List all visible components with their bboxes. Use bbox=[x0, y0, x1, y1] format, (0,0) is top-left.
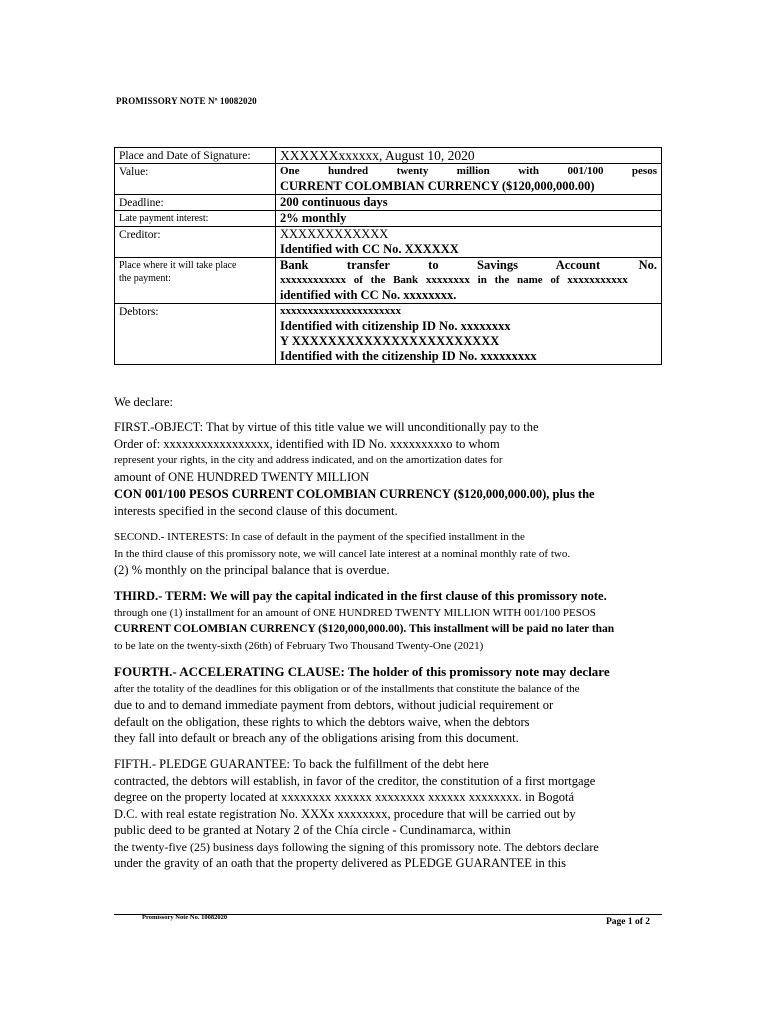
debtors-label: Debtors: bbox=[115, 304, 276, 365]
payment-place-label bbox=[115, 258, 276, 304]
table-row bbox=[115, 258, 662, 304]
clause-line: after the totality of the deadlines for this obligation or of the installments that constitute the balance of the bbox=[114, 682, 580, 695]
table-row bbox=[115, 211, 662, 227]
clause-second bbox=[114, 529, 662, 579]
clause-line: the twenty-five (25) business days following the signing of this promissory note. The debtors declare bbox=[114, 839, 599, 854]
clause-third bbox=[114, 588, 662, 654]
clause-line: to be late on the twenty-sixth (26th) of February Two Thousand Twenty-One (2021) bbox=[114, 639, 484, 652]
table-row bbox=[115, 148, 662, 164]
clause-line: they fall into default or breach any of the obligations arising from this document. bbox=[114, 731, 519, 745]
deadline-label: Deadline: bbox=[115, 195, 276, 211]
clause-line: amount of ONE HUNDRED TWENTY MILLION bbox=[114, 469, 370, 484]
table-row bbox=[115, 164, 662, 195]
clause-fourth bbox=[114, 664, 662, 747]
clause-line: CON 001/100 PESOS CURRENT COLOMBIAN CURRENCY ($120,000,000.00), plus the bbox=[114, 487, 595, 501]
clause-line: under the gravity of an oath that the property delivered as PLEDGE GUARANTEE in this bbox=[114, 856, 566, 870]
debtors-cell bbox=[276, 304, 662, 365]
table-row bbox=[115, 227, 662, 258]
debtor-2-name: Y XXXXXXXXXXXXXXXXXXXXXXX bbox=[280, 334, 500, 348]
clause-line: represent your rights, in the city and address indicated, and on the amortization dates for bbox=[114, 454, 503, 466]
payment-line-1: Bank transfer to Savings Account No. bbox=[280, 258, 657, 272]
debtor-1-name: xxxxxxxxxxxxxxxxxxxxxx bbox=[280, 305, 401, 317]
value-cell bbox=[276, 164, 662, 195]
clause-line: due to and to demand immediate payment from debtors, without judicial requirement or bbox=[114, 698, 554, 712]
payment-line-2: xxxxxxxxxxxx of the Bank xxxxxxxx in the name of xxxxxxxxxxx bbox=[280, 274, 628, 286]
debtor-2-id: Identified with the citizenship ID No. xxxxxxxxx bbox=[280, 349, 537, 363]
payment-line-3: identified with CC No. xxxxxxxx. bbox=[280, 288, 457, 302]
clause-line: D.C. with real estate registration No. XXXx xxxxxxxx, procedure that will be carried out by bbox=[114, 806, 576, 821]
value-label: Value: bbox=[115, 164, 276, 195]
clause-line: FIRST.-OBJECT: That by virtue of this title value we will unconditionally pay to the bbox=[114, 420, 539, 434]
clause-line: default on the obligation, these rights to which the debtors waive, when the debtors bbox=[114, 714, 530, 729]
debtor-1-id: Identified with citizenship ID No. xxxxxxxx bbox=[280, 319, 511, 333]
document-title: PROMISSORY NOTE Nº 10082020 bbox=[116, 96, 257, 106]
clause-line: FIFTH.- PLEDGE GUARANTEE: To back the fulfillment of the debt here bbox=[114, 757, 489, 771]
deadline-value: 200 continuous days bbox=[276, 195, 662, 211]
clause-line: contracted, the debtors will establish, in favor of the creditor, the constitution of a first mortgage bbox=[114, 773, 596, 788]
table-row bbox=[115, 304, 662, 365]
place-date-label: Place and Date of Signature: bbox=[115, 148, 276, 164]
payment-place-cell bbox=[276, 258, 662, 304]
declare-heading: We declare: bbox=[114, 395, 174, 409]
clause-line: FOURTH.- ACCELERATING CLAUSE: The holder of this promissory note may declare bbox=[114, 664, 610, 679]
clause-fifth bbox=[114, 756, 662, 872]
clause-line: SECOND.- INTERESTS: In case of default in the payment of the specified installment in the bbox=[114, 531, 525, 543]
late-interest-label: Late payment interest: bbox=[115, 211, 276, 227]
creditor-name: XXXXXXXXXXXX bbox=[280, 227, 389, 241]
table-row bbox=[115, 195, 662, 211]
value-line-1: One hundred twenty million with 001/100 pesos bbox=[280, 165, 657, 177]
payment-place-label-line-2: the payment: bbox=[119, 273, 171, 284]
clause-line: interests specified in the second clause of this document. bbox=[114, 503, 398, 518]
creditor-cell bbox=[276, 227, 662, 258]
clause-line: Order of: xxxxxxxxxxxxxxxxx, identified with ID No. xxxxxxxxxo to whom bbox=[114, 436, 500, 451]
clause-line: public deed to be granted at Notary 2 of the Chía circle - Cundinamarca, within bbox=[114, 823, 511, 837]
payment-place-label-line-1: Place where it will take place bbox=[119, 260, 237, 271]
page-number: Page 1 of 2 bbox=[606, 917, 651, 927]
promissory-info-table bbox=[114, 147, 662, 365]
place-date-value: XXXXXXxxxxxx, August 10, 2020 bbox=[276, 148, 662, 164]
creditor-id: Identified with CC No. XXXXXX bbox=[280, 242, 459, 256]
clause-line: THIRD.- TERM: We will pay the capital indicated in the first clause of this promissory note. bbox=[114, 589, 607, 603]
clause-line: (2) % monthly on the principal balance that is overdue. bbox=[114, 563, 390, 577]
footer-note-number: Promissory Note No. 10082020 bbox=[142, 914, 228, 921]
late-interest-value: 2% monthly bbox=[276, 211, 662, 227]
clause-line: In the third clause of this promissory note, we will cancel late interest at a nominal monthly rate of two. bbox=[114, 547, 571, 560]
clause-line: degree on the property located at xxxxxxxx xxxxxx xxxxxxxx xxxxxx xxxxxxxx. in Bogotá bbox=[114, 790, 574, 804]
clause-line: through one (1) installment for an amount of ONE HUNDRED TWENTY MILLION WITH 001/100 PESOS bbox=[114, 606, 596, 619]
creditor-label: Creditor: bbox=[115, 227, 276, 258]
clause-first bbox=[114, 419, 662, 519]
clause-line: CURRENT COLOMBIAN CURRENCY ($120,000,000.00). This installment will be paid no later than bbox=[114, 623, 615, 635]
value-line-2: CURRENT COLOMBIAN CURRENCY ($120,000,000.00) bbox=[280, 179, 595, 193]
